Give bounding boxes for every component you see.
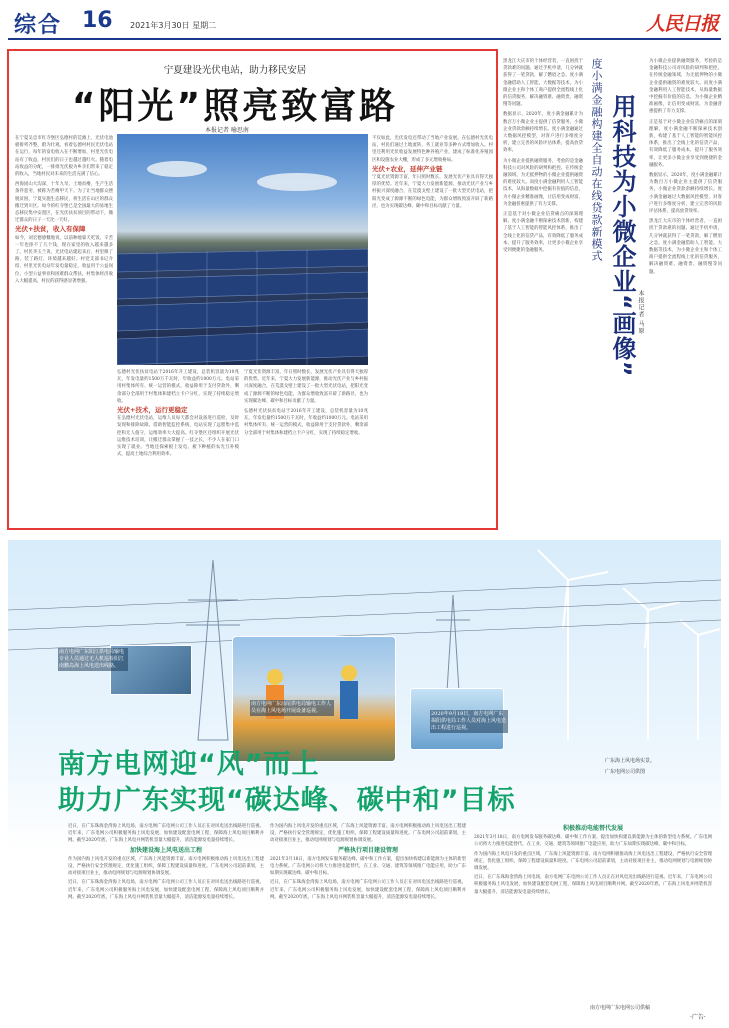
body-paragraph: 作为国内海上风电开发的重点区域，广东海上风能资源丰富。南方电网积极推动海上风电送出工程建设，严格执行安全管理规定，优化施工组织，保障工程建设质量和进度。广东电网公司超前谋划，主动对接项目业主，推动电网规划与电源规划协调发展。 xyxy=(68,856,264,877)
page-number: 16 xyxy=(82,8,113,33)
advert-body-a xyxy=(68,823,264,1015)
story-title: “阳光”照亮致富路 xyxy=(71,86,399,127)
body-paragraph: 正是基于对小微企业信贷痛点的深刻理解，度小满金融不断探索技术创新，构建了基于人工智能的智能风控体系，推出了全线上化的信贷产品，有效降低了服务成本，提升了服务效率，让更多小微企业享受到便捷的金融服务。 xyxy=(503,212,583,254)
body-paragraph: 宁夏光伏资源丰富，年日照时数长，发展光伏产业具有得天独厚的优势。近年来，宁夏大力发展新能源，推动光伏产业与乡村振兴深度融合，在荒漠戈壁上建设了一批大型光伏电站，把阳光变成了源源不断的绿色电能，为群众增收致富开辟了新路径，也为实现碳达峰、碳中和目标贡献了力量。 xyxy=(372,175,493,209)
body-paragraph: 弘德村光伏扶贫电站于2016年开工建设，总装机容量为10兆瓦，年发电量约1500万千瓦时，年收益约1000万元。电站采用村集体所有、统一运营的模式，收益除用于支付贷款外，剩余部分全部用于村集体和建档立卡户分红，实现了持续稳定增收。 xyxy=(244,409,368,436)
section-name: 综合 xyxy=(14,13,63,38)
body-paragraph: 2021年3月18日，南方电网发布服务碳达峰、碳中和工作方案，提出加快构建以新能源为主体的新型电力系统。广东电网公司将大力推进电能替代，在工业、交通、建筑等领域推广电能应用，助力广东如期实现碳达峰、碳中和目标。 xyxy=(474,835,712,848)
story-body-left xyxy=(15,135,113,525)
story-kicker: 宁夏建设光伏电站，助力移民安居 xyxy=(163,65,307,76)
solar-panels-graphic xyxy=(117,134,368,365)
story-byline: 本报记者 喻思南 xyxy=(205,127,249,134)
body-paragraph: 2021年3月18日，南方电网发布服务碳达峰、碳中和工作方案，提出加快构建以新能源为主体的新型电力系统。广东电网公司将大力推进电能替代，在工业、交通、建筑等领域推广电能应用，助力广东如期实现碳达峰、碳中和目标。 xyxy=(270,856,466,877)
photo-caption: 2020年9月18日，南方电网广东揭阳供电局工作人员对海上风电送出工程进行巡视。 xyxy=(431,711,507,731)
body-paragraph: 不仅如此，光伏发电还带动了当地产业发展。在弘德村光伏电站，村民们通过土地流转、务工就业等多种方式增加收入。村里还利用光伏收益发展特色种养殖产业，建成了标准化养殖园区和设施农业大棚，形成了多元增收格局。 xyxy=(372,136,493,163)
section-heading: 光伏+技术，运行更稳定 xyxy=(117,406,188,415)
body-paragraph: 近日，在广东珠海金湾海上风电场，南方电网广东电网公司工作人员正在对风电送出线路进行巡视。近年来，广东电网公司积极服务海上风电发展，加快建设配套电网工程，保障海上风电项目顺利并网。截至2020年底，广东海上风电并网装机容量大幅提升，清洁能源发电量持续增长。 xyxy=(68,880,264,900)
body-paragraph: 数据显示，2020年，度小满金融累计为数百万小微企业主提供了信贷服务，小微企业贷款余额持续增长。度小满金融通过大数据风控模型，对客户进行多维度分析，建立完善的风险评估体系，提高放贷效率。 xyxy=(649,173,722,215)
body-paragraph: 为小微企业提供融资服务，考验的是金融科技公司对风险的研判和把控。在传统金融领域，为无抵押物的小微企业提供融资的难度较大。而度小满金融利用人工智能技术，从海量数据中挖掘有价值的信息，为小微企业精准画像，让信用变成财富，为金融普惠提供了有力支撑。 xyxy=(503,158,583,207)
story2-byline: 本报记者 马原 xyxy=(637,290,644,335)
photo-caption: 南方电网广东汕尾供电局输电工作人员在海上风电场开展设备巡视。 xyxy=(250,700,334,716)
story-body-mid-a xyxy=(117,369,239,525)
photo-caption: 南方电网广东阳江供电局输电专业人员通过无人机巡检阳江南鹏岛海上风电送出线路。 xyxy=(58,648,128,671)
body-paragraph: 作为国内海上风电开发的重点区域，广东海上风能资源丰富。南方电网积极推动海上风电送出工程建设，严格执行安全管理规定，优化施工组织，保障工程建设质量和进度。广东电网公司超前谋划，主动对接项目业主，推动电网规划与电源规划协调发展。 xyxy=(270,824,466,844)
body-paragraph: 作为国内海上风电开发的重点区域，广东海上风能资源丰富。南方电网积极推动海上风电送出工程建设，严格执行安全管理规定，优化施工组织，保障工程建设质量和进度。广东电网公司超前谋划，主动对接项目业主，推动电网规划与电源规划协调发展。 xyxy=(474,851,712,872)
advert-body-c xyxy=(474,823,712,1003)
advert-title-line1: 南方电网迎“风”而上 xyxy=(58,749,320,780)
issue-date: 2021年3月30日 星期二 xyxy=(130,21,217,30)
story2-body-a xyxy=(503,58,583,523)
body-paragraph: 为小微企业提供融资服务，考验的是金融科技公司对风险的研判和把控。在传统金融领域，为无抵押物的小微企业提供融资的难度较大。而度小满金融利用人工智能技术，从海量数据中挖掘有价值的信息，为小微企业精准画像，让信用变成财富，为金融普惠提供了有力支撑。 xyxy=(649,59,722,115)
story2-body-b xyxy=(649,58,722,523)
advert-mark: ·广告· xyxy=(690,1014,706,1021)
body-paragraph: 在宁夏吴忠市红寺堡区弘德村的荒滩上，光伏电池板排列齐整，蔚为壮观。看着弘德村村民光伏电站在运行，每年的发电收入在不断增加，村里光伏电站有了收益，村民们的日子也越过越红火。随着电站收益的分配，一排排光伏板为乡亲们带来了稳定的收入，当地村民对未来的生活充满了信心。 xyxy=(15,136,113,178)
story-body-mid-b xyxy=(244,369,368,525)
body-paragraph: 近日，在广东珠海金湾海上风电场，南方电网广东电网公司工作人员正在对风电送出线路进行巡视。近年来，广东电网公司积极服务海上风电发展，加快建设配套电网工程，保障海上风电项目顺利并网。截至2020年底，广东海上风电并网装机容量大幅提升，清洁能源发电量持续增长。 xyxy=(474,875,712,895)
section-heading: 光伏+扶贫，收入有保障 xyxy=(15,225,86,234)
body-paragraph: 如今，刘宏德感慨地说，以前种地靠天吃饭，辛苦一年也挣不了几个钱，现在家里的收入越来越多了。村民李玉兰说，光伏电站建起来后，村里修了路，装了路灯，环境越来越好。村党支部书记介绍，村里光伏电站年发电量稳定，收益用于公益岗位、小型公益事业和困难群众帮扶，村集体经济收入大幅提高，村民的获得感显著增强。 xyxy=(15,235,113,284)
photo-caption: 广东海上风电场实景。 xyxy=(605,758,656,764)
newspaper-logo: 人民日报 xyxy=(646,13,719,35)
story2-title: 用科技为小微企业“画像” xyxy=(608,94,636,378)
body-paragraph: 近日，在广东珠海金湾海上风电场，南方电网广东电网公司工作人员正在对风电送出线路进行巡视。近年来，广东电网公司积极服务海上风电发展，加快建设配套电网工程，保障海上风电项目顺利并网。截至2020年底，广东海上风电并网装机容量大幅提升，清洁能源发电量持续增长。 xyxy=(270,880,466,900)
body-paragraph: 宁夏光伏资源丰富，年日照时数长，发展光伏产业具有得天独厚的优势。近年来，宁夏大力发展新能源，推动光伏产业与乡村振兴深度融合，在荒漠戈壁上建设了一批大型光伏电站，把阳光变成了源源不断的绿色电能，为群众增收致富开辟了新路径，也为实现碳达峰、碳中和目标贡献了力量。 xyxy=(244,370,368,404)
story2-subtitle: 度小满金融构建全自动在线贷款新模式 xyxy=(590,58,603,262)
body-paragraph: 黑龙江大庆市的个体经营者，一直困扰于贷款难的问题。通过手机申请，几分钟就获得了一笔贷款，解了燃眉之急。度小满金融借助人工智能、大数据等技术，为小微企业主和个体工商户提供全流程线上化的信贷服务，解决融资难、融资贵、融资慢等问题。 xyxy=(503,59,583,108)
body-paragraph: 近日，在广东珠海金湾海上风电场，南方电网广东电网公司工作人员正在对风电送出线路进行巡视。近年来，广东电网公司积极服务海上风电发展，加快建设配套电网工程，保障海上风电项目顺利并网。截至2020年底，广东海上风电并网装机容量大幅提升，清洁能源发电量持续增长。 xyxy=(68,824,264,844)
section-heading: 积极推动电能替代发展 xyxy=(562,825,623,832)
body-paragraph: 黑龙江大庆市的个体经营者，一直困扰于贷款难的问题。通过手机申请，几分钟就获得了一笔贷款，解了燃眉之急。度小满金融借助人工智能、大数据等技术，为小微企业主和个体工商户提供全流程线上化的信贷服务，解决融资难、融资贵、融资慢等问题。 xyxy=(649,219,722,275)
photo-credit: 广东电网公司供图 xyxy=(605,769,646,775)
advert-footer: 南方电网广东电网公司供稿 xyxy=(590,1005,651,1011)
header-rule xyxy=(8,38,721,40)
body-paragraph: 在弘德村光伏电站，运维人员每天都会对设备进行巡检，及时发现和排除故障。借助智能监控系统，电站实现了远程集中监控和无人值守，运维效率大大提高。红寺堡区还组织开展光伏运维技术培训，让搬迁群众掌握了一技之长，不少人在家门口实现了就业。当地还探索板上发电、板下种植的农光互补模式，提高土地综合利用效率。 xyxy=(117,416,239,458)
advert-body-b xyxy=(270,823,466,1015)
section-heading: 严格执行项目建设管理 xyxy=(337,846,398,854)
story-body-right xyxy=(372,135,493,525)
advert-title-line2: 助力广东实现“碳达峰、碳中和”目标 xyxy=(58,785,516,816)
solar-station-photo xyxy=(117,134,368,365)
body-paragraph: 弘德村光伏扶贫电站于2016年开工建设，总装机容量为10兆瓦，年发电量约1500万千瓦时，年收益约1000万元。电站采用村集体所有、统一运营的模式，收益除用于支付贷款外，剩余部分全部用于村集体和建档立卡户分红，实现了持续稳定增收。 xyxy=(117,370,239,404)
page-header xyxy=(0,0,729,40)
body-paragraph: 西海固山大沟深，十年九旱，土地贫瘠，生产生活条件恶劣，被称为苦瘠甲天下。为了让当地群众摆脱贫困，宁夏实施生态移民，将生活在山区的群众搬迁到川区。如今的红寺堡已是全国最大的易地生态移民集中安置区，在光伏扶贫项目的带动下，搬迁群众的日子一天比一天好。 xyxy=(15,182,113,224)
body-paragraph: 数据显示，2020年，度小满金融累计为数百万小微企业主提供了信贷服务，小微企业贷款余额持续增长。度小满金融通过大数据风控模型，对客户进行多维度分析，建立完善的风险评估体系，提高放贷效率。 xyxy=(503,112,583,154)
body-paragraph: 正是基于对小微企业信贷痛点的深刻理解，度小满金融不断探索技术创新，构建了基于人工智能的智能风控体系，推出了全线上化的信贷产品，有效降低了服务成本，提升了服务效率，让更多小微企业享受到便捷的金融服务。 xyxy=(649,119,722,168)
section-heading: 加快建设海上风电送出工程 xyxy=(129,846,202,854)
section-heading: 光伏+农业，延伸产业链 xyxy=(372,164,443,173)
